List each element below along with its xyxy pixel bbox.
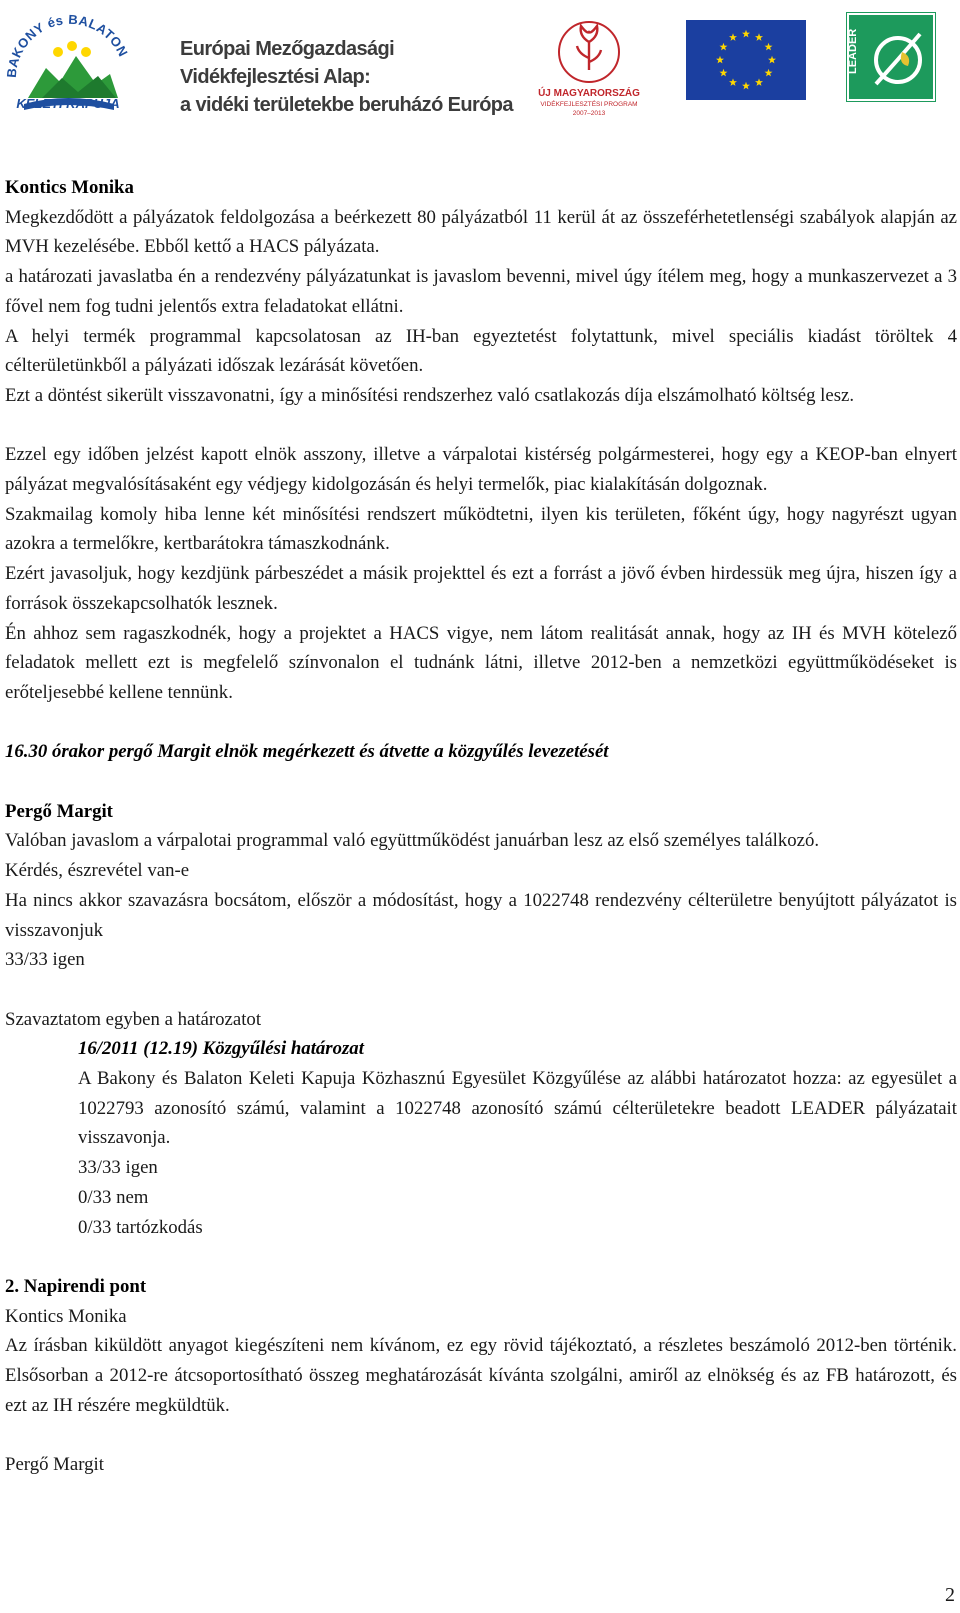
eu-fund-line-2: a vidéki területekbe beruházó Európa <box>180 94 513 116</box>
uj-magyarorszag-logo <box>533 12 645 117</box>
resolution-title: 16/2011 (12.19) Közgyűlési határozat <box>78 1038 364 1060</box>
paragraph: Megkezdődött a pályázatok feldolgozása a beérkezett 80 pályázatból 11 kerül át az összeférhetetlenségi szabályok alapján az MVH kezelésébe. Ebből kettő a HACS pályázata. <box>5 206 957 258</box>
paragraph: Ezt a döntést sikerült visszavonatni, így a minősítési rendszerhez való csatlakozás díja elszámolható költség lesz. <box>5 384 855 406</box>
leader-logo <box>846 12 936 102</box>
bakony-balaton-logo <box>2 12 134 117</box>
vote-no: 0/33 nem <box>78 1186 149 1208</box>
paragraph: Ezért javasoljuk, hogy kezdjünk párbeszédet a másik projekttel és ezt a forrást a jövő évben hirdessük meg újra, hiszen így a források összekapcsolhatók lesznek. <box>5 563 957 614</box>
leader-text: LEADER <box>847 28 859 74</box>
umvp-title: ÚJ MAGYARORSZÁG <box>538 88 640 99</box>
spacer <box>5 708 957 738</box>
spacer <box>5 411 957 441</box>
spacer <box>5 1242 957 1272</box>
eu-fund-line-1: Európai Mezőgazdasági Vidékfejlesztési Alap: <box>180 38 395 88</box>
arrival-note: 16.30 órakor pergő Margit elnök megérkezett és átvette a közgyűlés levezetését <box>5 741 609 763</box>
spacer <box>5 767 957 797</box>
paragraph: Szakmailag komoly hiba lenne két minősítési rendszert működtetni, ilyen kis területen, főként úgy, hogy nagyrészt ugyan azokra a termelőkre, kertbarátokra támaszkodnánk. <box>5 503 957 555</box>
paragraph: Valóban javaslom a várpalotai programmal való együttműködést januárban lesz az első személyes találkozó. <box>5 830 820 852</box>
paragraph: Ezzel egy időben jelzést kapott elnök asszony, illetve a várpalotai kistérség polgármesterei, hogy egy a KEOP-ban elnyert pályázat megvalósításaként egy védjegy kidolgozásán és helyi termelők, piac kialakításán dolgoznak. <box>5 444 957 496</box>
paragraph: Kérdés, észrevétel van-e <box>5 860 190 882</box>
paragraph: Szavaztatom egyben a határozatot <box>5 1008 262 1030</box>
bakony-logo-arc-text: BAKONY és BALATON <box>3 12 131 79</box>
page-number: 2 <box>945 1584 955 1606</box>
vote-result: 33/33 igen <box>5 949 85 971</box>
bakony-logo-subtitle: KELETI KAPUJA <box>16 96 120 111</box>
spacer <box>5 975 957 1005</box>
paragraph: Az írásban kiküldött anyagot kiegészíteni nem kívánom, ez egy rövid tájékoztató, a részletes beszámoló 2012-ben történik. Elsősorban a 2012-re átcsoportosítható összeg meghatározását kívánta szolgálni, amiről az elnökség és az FB határozott, és ezt az IH részére megküldtük. <box>5 1335 957 1416</box>
speaker-name: Kontics Monika <box>5 1305 127 1327</box>
paragraph: A helyi termék programmal kapcsolatosan az IH-ban egyeztetést folytattunk, mivel speciális kiadást töröltek 4 célterületünkből a pályázati időszak lezárását követően. <box>5 325 957 377</box>
paragraph: Én ahhoz sem ragaszkodnék, hogy a projektet a HACS vigye, nem látom realitását annak, hogy az IH és MVH kötelező feladatok mellett ezt is megfelelő színvonalon el tudnánk látni, illetve 2012-ben a nemzetközi együttműködéseket is erőteljesebbé kellene tennünk. <box>5 622 957 703</box>
speaker-name: Pergő Margit <box>5 800 113 822</box>
paragraph: Ha nincs akkor szavazásra bocsátom, először a módosítást, hogy a 1022748 rendezvény célterületre benyújtott pályázatot is visszavonjuk <box>5 889 957 941</box>
speaker-name: Kontics Monika <box>5 177 134 198</box>
agenda-item-heading: 2. Napirendi pont <box>5 1275 147 1297</box>
tulip-icon <box>577 26 601 70</box>
speaker-name: Pergő Margit <box>5 1454 104 1476</box>
eu-fund-text <box>180 35 520 119</box>
spacer <box>5 1420 957 1450</box>
umvp-subtitle: VIDÉKFEJLESZTÉSI PROGRAM <box>540 101 638 108</box>
document-body <box>5 173 957 1480</box>
paragraph: a határozati javaslatba én a rendezvény pályázatunkat is javaslom bevenni, mivel úgy ítélem meg, hogy a munkaszervezet a 3 fővel nem fog tudni jelentős extra feladatokat ellátni. <box>5 266 957 317</box>
vote-yes: 33/33 igen <box>78 1157 158 1179</box>
page-header <box>0 0 960 125</box>
umvp-years: 2007–2013 <box>572 110 606 117</box>
eu-flag-logo <box>686 20 806 100</box>
vote-abstain: 0/33 tartózkodás <box>78 1216 203 1238</box>
resolution-text: A Bakony és Balaton Keleti Kapuja Közhasznú Egyesület Közgyűlése az alábbi határozatot hozza: az egyesület a 1022793 azonosító számú, valamint a 1022748 azonosító számú célterületekre beadott LEADER pályázatait visszavonja. <box>78 1068 957 1149</box>
